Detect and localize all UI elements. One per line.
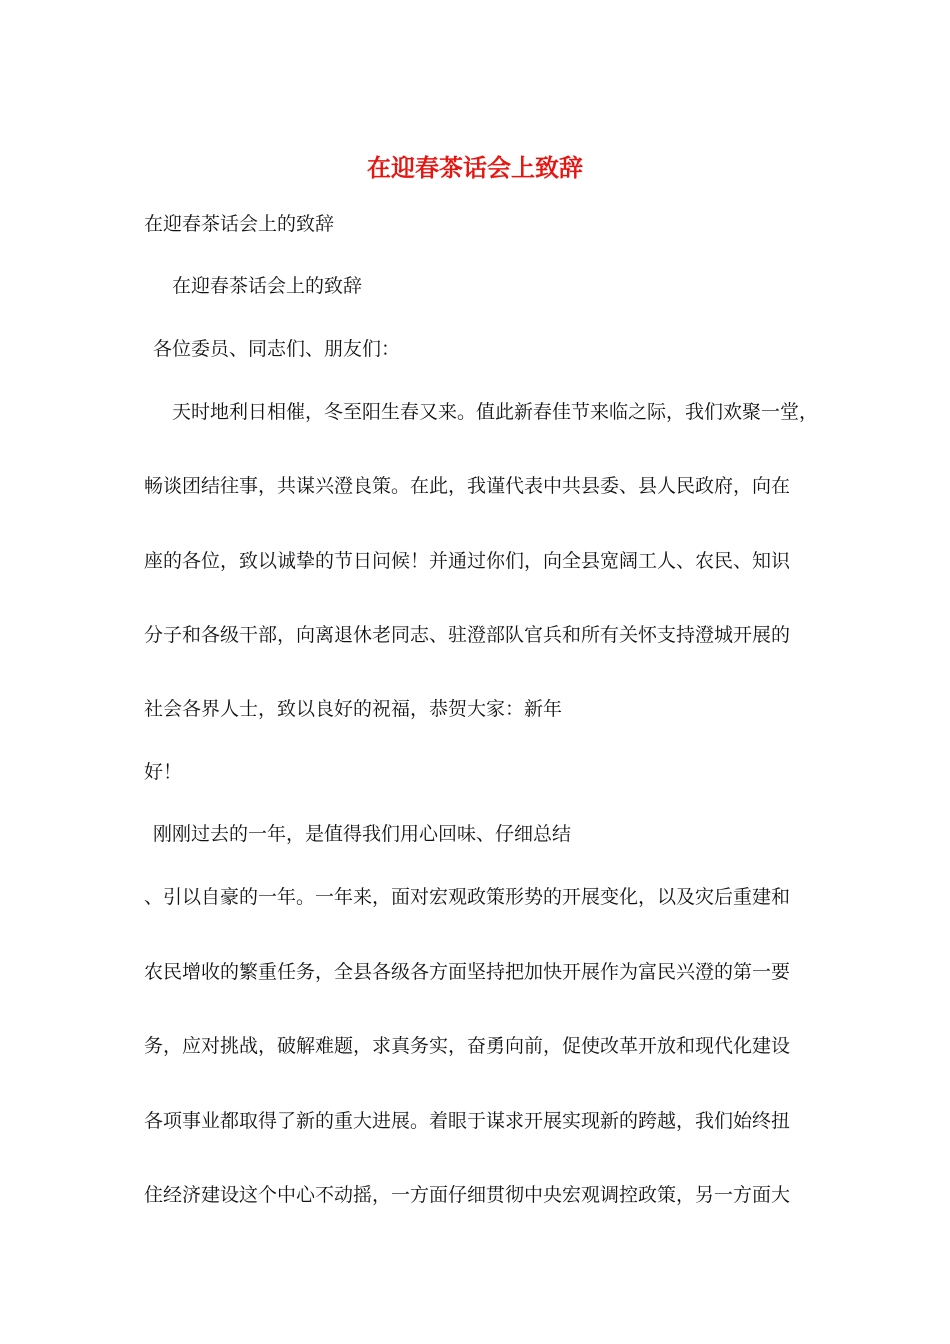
paragraph-line: 、引以自豪的一年。一年来，面对宏观政策形势的开展变化，以及灾后重建和 bbox=[144, 886, 791, 908]
paragraph-line: 好！ bbox=[144, 761, 183, 783]
paragraph-line: 务，应对挑战，破解难题，求真务实，奋勇向前，促使改革开放和现代化建设 bbox=[144, 1035, 791, 1057]
paragraph-line: 刚刚过去的一年，是值得我们用心回味、仔细总结 bbox=[153, 823, 572, 845]
paragraph-line: 社会各界人士，致以良好的祝福，恭贺大家：新年 bbox=[144, 698, 563, 720]
paragraph-line: 畅谈团结往事，共谋兴澄良策。在此，我谨代表中共县委、县人民政府，向在 bbox=[144, 475, 791, 497]
paragraph-line: 分子和各级干部，向离退休老同志、驻澄部队官兵和所有关怀支持澄城开展的 bbox=[144, 624, 791, 646]
paragraph-line: 农民增收的繁重任务，全县各级各方面坚持把加快开展作为富民兴澄的第一要 bbox=[144, 961, 791, 983]
paragraph-line: 天时地利日相催，冬至阳生春又来。值此新春佳节来临之际，我们欢聚一堂， bbox=[172, 401, 819, 423]
subtitle-line-indented: 在迎春茶话会上的致辞 bbox=[172, 275, 363, 297]
paragraph-line: 座的各位，致以诚挚的节日问候！并通过你们，向全县宽阔工人、农民、知识 bbox=[144, 550, 791, 572]
subtitle-line: 在迎春茶话会上的致辞 bbox=[144, 213, 335, 235]
document-title: 在迎春茶话会上致辞 bbox=[367, 153, 583, 182]
paragraph-line: 住经济建设这个中心不动摇，一方面仔细贯彻中央宏观调控政策，另一方面大 bbox=[144, 1184, 791, 1206]
salutation-line: 各位委员、同志们、朋友们： bbox=[153, 338, 401, 360]
paragraph-line: 各项事业都取得了新的重大进展。着眼于谋求开展实现新的跨越，我们始终扭 bbox=[144, 1110, 791, 1132]
